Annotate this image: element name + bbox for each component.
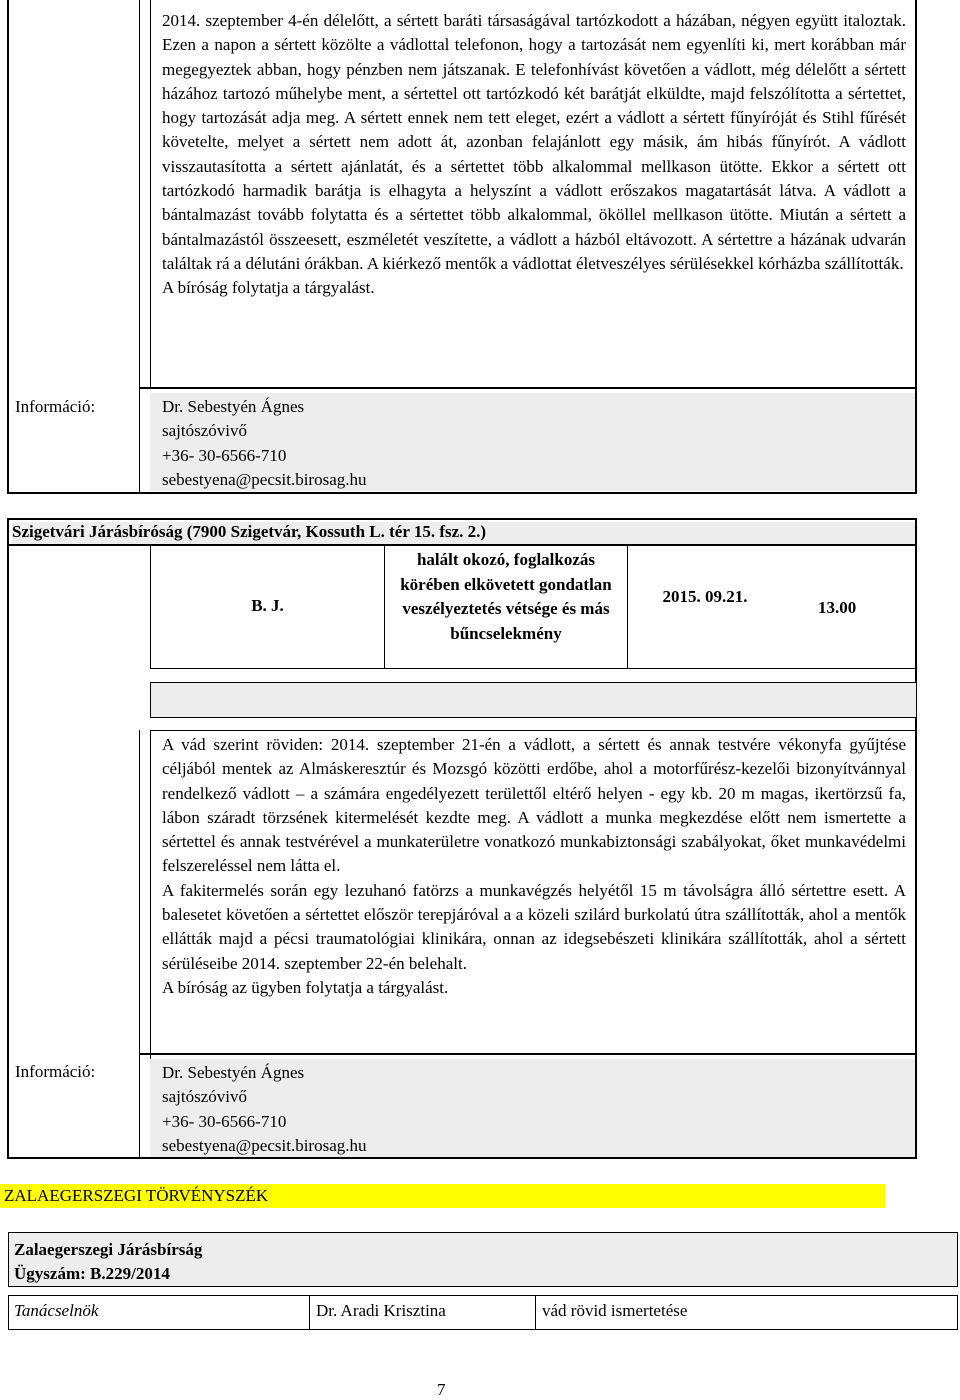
- rule: [915, 518, 917, 1158]
- info-label: Információ:: [15, 397, 96, 416]
- empty-row: [150, 682, 917, 718]
- hearing-time: 13.00: [818, 598, 857, 617]
- rule: [150, 0, 151, 388]
- rule: [7, 1157, 917, 1159]
- contact-name: Dr. Sebestyén Ágnes: [162, 1063, 305, 1082]
- case-description: [162, 733, 906, 1000]
- rule: [139, 730, 140, 1158]
- rule: [139, 387, 917, 389]
- rule: [7, 492, 917, 494]
- rule: [915, 0, 917, 494]
- rule: [150, 730, 151, 1060]
- contact-phone: +36- 30-6566-710: [162, 445, 287, 465]
- rule: [535, 1295, 536, 1330]
- rule: [384, 544, 385, 669]
- role-label: Tanácselnök: [14, 1301, 99, 1320]
- case-description: [162, 9, 906, 301]
- page-number: 7: [437, 1380, 446, 1399]
- rule: [7, 518, 9, 1158]
- court-name: Zalaegerszegi Járásbírság: [14, 1240, 203, 1259]
- rule: [139, 0, 140, 493]
- case-paragraph: A fakitermelés során egy lezuhanó fatörzs a munkavégzés helyétől 15 m távolságra álló sértettre esett. A balesetet követően a sértettet először terepjáróval a a közeli szilárd burkolatú útra szállították, ahol a mentők ellátták majd a pécsi traumatológiai klinikára, onnan az idegsebészeti klinikára szállították, ahol a sértett sérüléseibe 2014. szeptember 22-én belehalt.: [162, 880, 906, 973]
- closing-sentence: A bíróság folytatja a tárgyalást.: [162, 278, 375, 298]
- contact-email[interactable]: sebestyena@pecsit.birosag.hu: [162, 469, 367, 489]
- closing-sentence: A bíróság az ügyben folytatja a tárgyalást.: [162, 977, 449, 997]
- case-paragraph: 2014. szeptember 4-én délelőtt, a sértett baráti társaságával tartózkodott a házában, négyen együtt italoztak. Ezen a napon a sértett közölte a vádlottal telefonon, hogy a tartozását nem egyenlíti ki, mert korábban már megegyeztek abban, hogy pénzben nem játszanak. E telefonhívást követően a vádlott, még délelőtt a sértett házához tartozó műhelybe ment, a sértettel ott tartózkodó két barátját elküldte, majd felszólította a sértettet, hogy tartozását adja meg. A sértett ennek nem tett eleget, ezért a vádlott a sértett fűnyíróját és Stihl fűrését követelte, melyet a sértett nem adott át, azonban felajánlott egy másik, ám hibás fűnyírót. A vádlott visszautasította a sértett ajánlatát, és a sértettet több alkalommal mellkason ütötte. Ekkor a sértett ott tartózkodó harmadik barátja is elhagyta a helyszínt a vádlott erőszakos magatartását látva. A vádlott a bántalmazást tovább folytatta és a sértettet több alkalommal, ököllel mellkason ütötte. Miután a sértett a bántalmazástól összeesett, eszméletét veszítette, a vádlott a házból eltávozott. A sértettre a házának udvarán találtak rá a délutáni órákban. A kiérkező mentők a vádlottat életveszélyes sérülésekkel kórházba szállították.: [162, 11, 906, 273]
- rule: [309, 1295, 310, 1330]
- rule: [150, 730, 917, 731]
- rule: [7, 518, 917, 520]
- staff-row: [8, 1295, 958, 1330]
- summary-label: vád rövid ismertetése: [542, 1301, 688, 1320]
- press-contact: [162, 395, 367, 492]
- contact-role: sajtószóvivő: [162, 421, 247, 441]
- tribunal-header: ZALAEGERSZEGI TÖRVÉNYSZÉK: [0, 1184, 885, 1208]
- charge: halált okozó, foglalkozás körében elkövetett gondatlan veszélyeztetés vétsége és más bűncselekmény: [400, 550, 612, 643]
- judge-name: Dr. Aradi Krisztina: [316, 1301, 446, 1320]
- contact-role: sajtószóvivő: [162, 1087, 247, 1107]
- info-label: Információ:: [15, 1062, 96, 1081]
- press-contact: [162, 1061, 367, 1158]
- case-paragraph: A vád szerint röviden: 2014. szeptember 21-én a vádlott, a sértett és annak testvére vékonyfa gyűjtése céljából mentek az Almáskeresztúr és Mozsgó közötti erdőbe, ahol a motorfűrész-kezelői bizonyítvánnyal rendelkező vádlott – a számára engedélyezett területtől eltérő helyen - egy kb. 20 m magas, ikertörzsű fa, lábon száradt törzsének kitermelését kezdte meg. A vádlott a munka megkezdése előtt nem ismertette a sértettel és annak testvérével a munkaterületre vonatkozó munkabiztonsági szabályokat, őket munkavédelmi felszereléssel nem látta el.: [162, 735, 906, 876]
- rule: [627, 544, 628, 669]
- rule: [150, 668, 917, 669]
- hearing-date: 2015. 09.21.: [662, 587, 748, 606]
- defendant-initials: B. J.: [251, 596, 284, 615]
- contact-name: Dr. Sebestyén Ágnes: [162, 397, 305, 416]
- court-header: Szigetvári Járásbíróság (7900 Szigetvár, Kossuth L. tér 15. fsz. 2.): [12, 522, 915, 544]
- case-number: Ügyszám: B.229/2014: [14, 1264, 170, 1283]
- contact-email[interactable]: sebestyena@pecsit.birosag.hu: [162, 1135, 367, 1155]
- rule: [7, 0, 9, 493]
- contact-phone: +36- 30-6566-710: [162, 1111, 287, 1131]
- rule: [7, 544, 917, 546]
- rule: [139, 1053, 917, 1055]
